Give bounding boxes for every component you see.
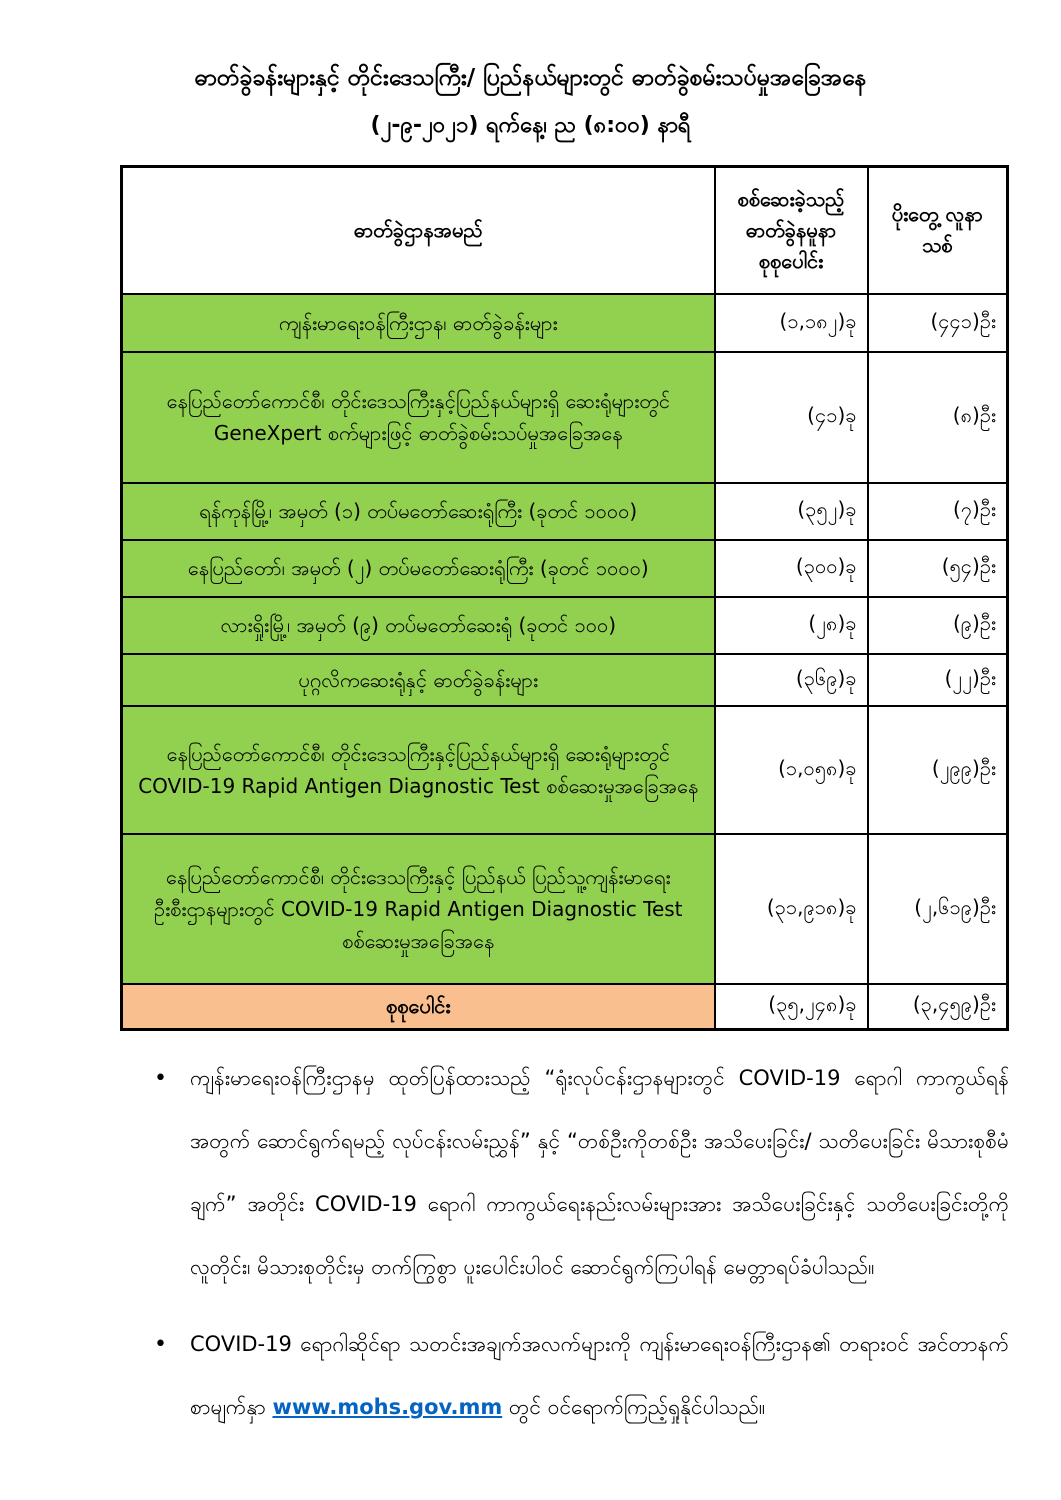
lab-name-cell: နေပြည်တော်ကောင်စီ၊ တိုင်းဒေသကြီးနှင့် ပြည်နယ် ပြည်သူ့ကျန်းမာရေးဦးစီးဌာနများတွင် COVID-19 Rapid Antigen Diagnostic Test စစ်ဆေးမှုအခြေအနေ [122, 834, 715, 984]
note-text-segment: COVID-19 ရောဂါဆိုင်ရာ သတင်းအချက်အလက်များကို ကျန်းမာရေးဝန်ကြီးဌာန၏ တရားဝင် အင်တာနက်စာမျက်နှာ [190, 1332, 1009, 1420]
positives-cell: (၂,၆၁၉)ဦး [868, 834, 1008, 984]
lab-name-cell: ကျန်းမာရေးဝန်ကြီးဌာန၊ ဓာတ်ခွဲခန်းများ [122, 294, 715, 352]
table-row [122, 597, 1008, 654]
samples-cell: (၃၆၉)ခု [715, 654, 868, 706]
total-samples-cell: (၃၅,၂၄၈)ခု [715, 984, 868, 1030]
samples-cell: (၄၁)ခု [715, 352, 868, 483]
note-text [190, 1313, 1009, 1439]
list-item [150, 1047, 1009, 1299]
title-block [0, 62, 1061, 143]
column-header-samples-tested: စစ်ဆေးခဲ့သည့် ဓာတ်ခွဲနမူနာ စုစုပေါင်း [715, 167, 868, 294]
report-datetime: (၂-၉-၂၀၂၁) ရက်နေ့၊ ည (၈:၀၀) နာရီ [370, 113, 691, 139]
column-header-new-positives: ပိုးတွေ့ လူနာသစ် [868, 167, 1008, 294]
table-row [122, 294, 1008, 352]
lab-name-cell: နေပြည်တော်ကောင်စီ၊ တိုင်းဒေသကြီးနှင့်ပြည်နယ်များရှိ ဆေးရုံများတွင် COVID-19 Rapid Antigen Diagnostic Test စစ်ဆေးမှုအခြေအနေ [122, 706, 715, 834]
notes-list [150, 1047, 1009, 1439]
table-row [122, 540, 1008, 597]
lab-name-cell: လားရှိုးမြို့၊ အမှတ် (၉) တပ်မတော်ဆေးရုံ (ခုတင် ၁၀၀) [122, 597, 715, 654]
note-text: ကျန်းမာရေးဝန်ကြီးဌာနမှ ထုတ်ပြန်ထားသည့် “ရုံးလုပ်ငန်းဌာနများတွင် COVID-19 ရောဂါ ကာကွယ်ရန်အတွက် ဆောင်ရွက်ရမည့် လုပ်ငန်းလမ်းညွှန်” နှင့် “တစ်ဦးကိုတစ်ဦး အသိပေးခြင်း/ သတိပေးခြင်း မိသားစုစီမံချက်” အတိုင်း COVID-19 ရောဂါ ကာကွယ်ရေးနည်းလမ်းများအား အသိပေးခြင်းနှင့် သတိပေးခြင်းတို့ကို လူတိုင်း၊ မိသားစုတိုင်းမှ တက်ကြွစွာ ပူးပေါင်းပါဝင် ဆောင်ရွက်ကြပါရန် မေတ္တာရပ်ခံပါသည်။ [190, 1066, 1009, 1280]
samples-cell: (၂၈)ခု [715, 597, 868, 654]
positives-cell: (၂၉၉)ဦး [868, 706, 1008, 834]
positives-cell: (၉)ဦး [868, 597, 1008, 654]
table-row [122, 834, 1008, 984]
list-item [150, 1313, 1009, 1439]
lab-name-cell: နေပြည်တော်၊ အမှတ် (၂) တပ်မတော်ဆေးရုံကြီး (ခုတင် ၁၀၀၀) [122, 540, 715, 597]
note-text-segment: တွင် ဝင်ရောက်ကြည့်ရှုနိုင်ပါသည်။ [502, 1395, 766, 1420]
table-row [122, 352, 1008, 483]
mohs-website-link[interactable]: www.mohs.gov.mm [272, 1395, 503, 1420]
table-row [122, 483, 1008, 540]
positives-cell: (၇)ဦး [868, 483, 1008, 540]
positives-cell: (၄၄၁)ဦး [868, 294, 1008, 352]
lab-name-cell: ရန်ကုန်မြို့၊ အမှတ် (၁) တပ်မတော်ဆေးရုံကြီး (ခုတင် ၁၀၀၀) [122, 483, 715, 540]
samples-cell: (၁,၁၈၂)ခု [715, 294, 868, 352]
table-row [122, 706, 1008, 834]
total-positives-cell: (၃,၄၅၉)ဦး [868, 984, 1008, 1030]
bullet-icon: • [154, 1332, 167, 1358]
table-total-row [122, 984, 1008, 1030]
samples-cell: (၃၀၀)ခု [715, 540, 868, 597]
lab-name-cell: နေပြည်တော်ကောင်စီ၊ တိုင်းဒေသကြီးနှင့်ပြည်နယ်များရှိ ဆေးရုံများတွင် GeneXpert စက်များဖြင့် ဓာတ်ခွဲစမ်းသပ်မှုအခြေအနေ [122, 352, 715, 483]
bullet-icon: • [154, 1066, 167, 1092]
table-header-row [122, 167, 1008, 294]
samples-cell: (၃၁,၉၁၈)ခု [715, 834, 868, 984]
page-title: ဓာတ်ခွဲခန်းများနှင့် တိုင်းဒေသကြီး/ ပြည်နယ်များတွင် ဓာတ်ခွဲစမ်းသပ်မှုအခြေအနေ [194, 65, 867, 91]
lab-name-cell: ပုဂ္ဂလိကဆေးရုံနှင့် ဓာတ်ခွဲခန်းများ [122, 654, 715, 706]
samples-cell: (၃၅၂)ခု [715, 483, 868, 540]
table-row [122, 654, 1008, 706]
positives-cell: (၅၄)ဦး [868, 540, 1008, 597]
positives-cell: (၈)ဦး [868, 352, 1008, 483]
samples-cell: (၁,၀၅၈)ခု [715, 706, 868, 834]
total-label-cell: စုစုပေါင်း [122, 984, 715, 1030]
column-header-lab-name: ဓာတ်ခွဲဌာနအမည် [122, 167, 715, 294]
positives-cell: (၂၂)ဦး [868, 654, 1008, 706]
lab-results-table [120, 165, 1009, 1031]
